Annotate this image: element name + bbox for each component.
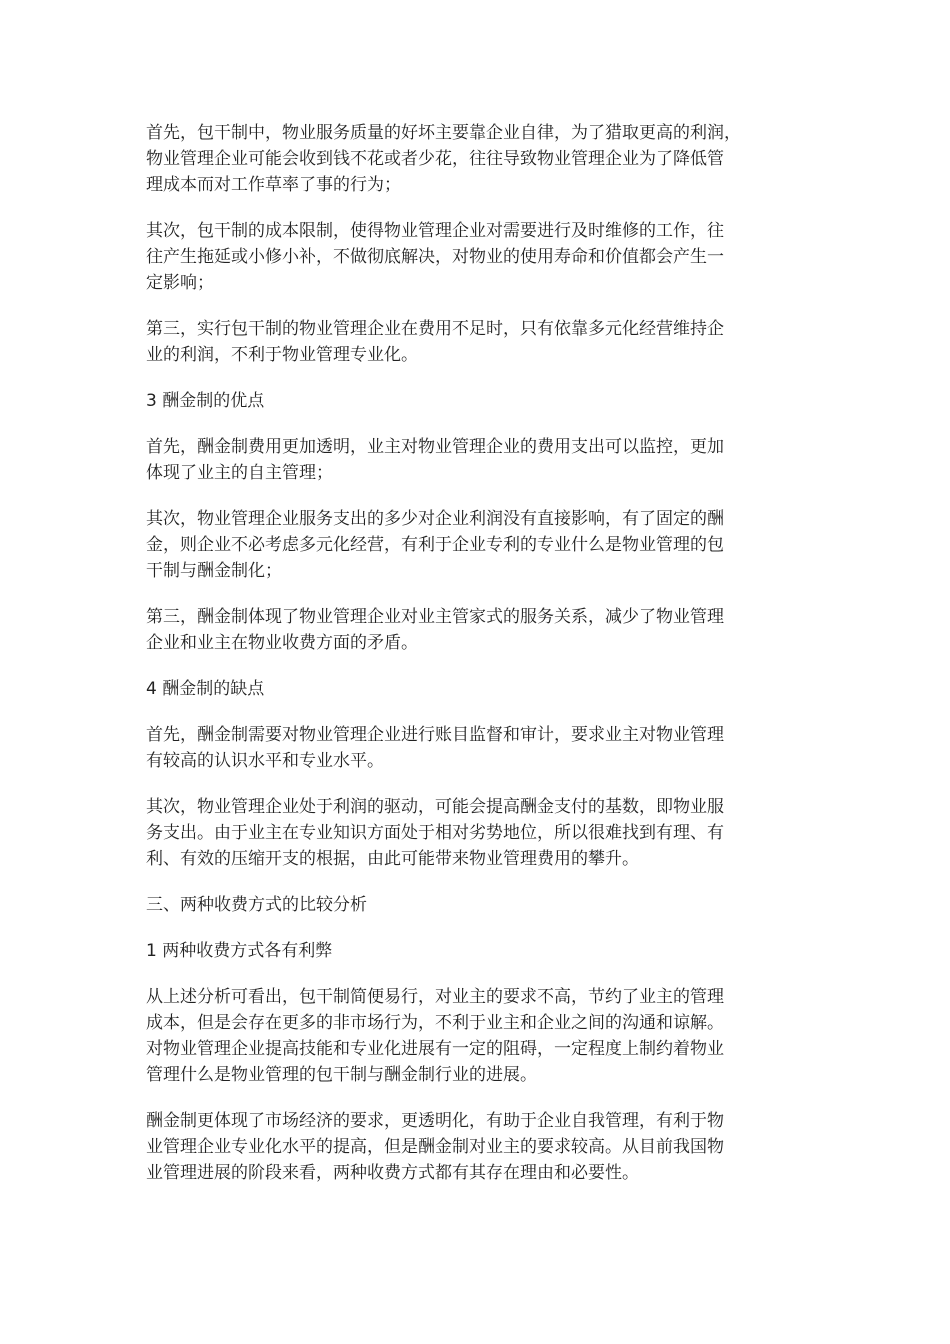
paragraph-fee-advantage-1: 首先，酬金制费用更加透明，业主对物业管理企业的费用支出可以监控，更加 体现了业主的自主管理； [146,437,724,483]
subsection-heading-pros-cons: 1 两种收费方式各有利弊 [146,941,333,961]
paragraph-comparison-2: 酬金制更体现了市场经济的要求，更透明化，有助于企业自我管理，有利于物 业管理企业专业化水平的提高，但是酬金制对业主的要求较高。从目前我国物 业管理进展的阶段来看，两种收费方式都有其存在理由和必要性。 [146,1111,724,1183]
paragraph-fee-advantage-3: 第三，酬金制体现了物业管理企业对业主管家式的服务关系，减少了物业管理 企业和业主在物业收费方面的矛盾。 [146,607,724,653]
paragraph-baogan-disadvantage-3: 第三，实行包干制的物业管理企业在费用不足时，只有依靠多元化经营维持企 业的利润，不利于物业管理专业化。 [146,319,724,365]
paragraph-comparison-1: 从上述分析可看出，包干制简便易行，对业主的要求不高，节约了业主的管理 成本，但是会存在更多的非市场行为，不利于业主和企业之间的沟通和谅解。 对物业管理企业提高技能和专业化进展有一定的阻碍，一定程度上制约着物业 管理什么是物业管理的包干制与酬金制行业的进展。 [146,987,724,1085]
section-heading-fee-disadvantages: 4 酬金制的缺点 [146,679,265,699]
paragraph-fee-disadvantage-2: 其次，物业管理企业处于利润的驱动，可能会提高酬金支付的基数，即物业服 务支出。由于业主在专业知识方面处于相对劣势地位，所以很难找到有理、有 利、有效的压缩开支的根据，由此可能带来物业管理费用的攀升。 [146,797,724,869]
paragraph-fee-disadvantage-1: 首先，酬金制需要对物业管理企业进行账目监督和审计，要求业主对物业管理 有较高的认识水平和专业水平。 [146,725,724,771]
section-heading-fee-advantages: 3 酬金制的优点 [146,391,265,411]
paragraph-baogan-disadvantage-2: 其次，包干制的成本限制，使得物业管理企业对需要进行及时维修的工作，往 往产生拖延或小修小补，不做彻底解决，对物业的使用寿命和价值都会产生一 定影响； [146,221,724,293]
paragraph-fee-advantage-2: 其次，物业管理企业服务支出的多少对企业利润没有直接影响，有了固定的酬 金，则企业不必考虑多元化经营，有利于企业专利的专业什么是物业管理的包 干制与酬金制化； [146,509,724,581]
paragraph-baogan-disadvantage-1: 首先，包干制中，物业服务质量的好坏主要靠企业自律，为了猎取更高的利润， 物业管理企业可能会收到钱不花或者少花，往往导致物业管理企业为了降低管 理成本而对工作草率了事的行为； [146,123,741,195]
document-body [146,120,806,1206]
section-heading-comparison: 三、两种收费方式的比较分析 [146,895,367,915]
